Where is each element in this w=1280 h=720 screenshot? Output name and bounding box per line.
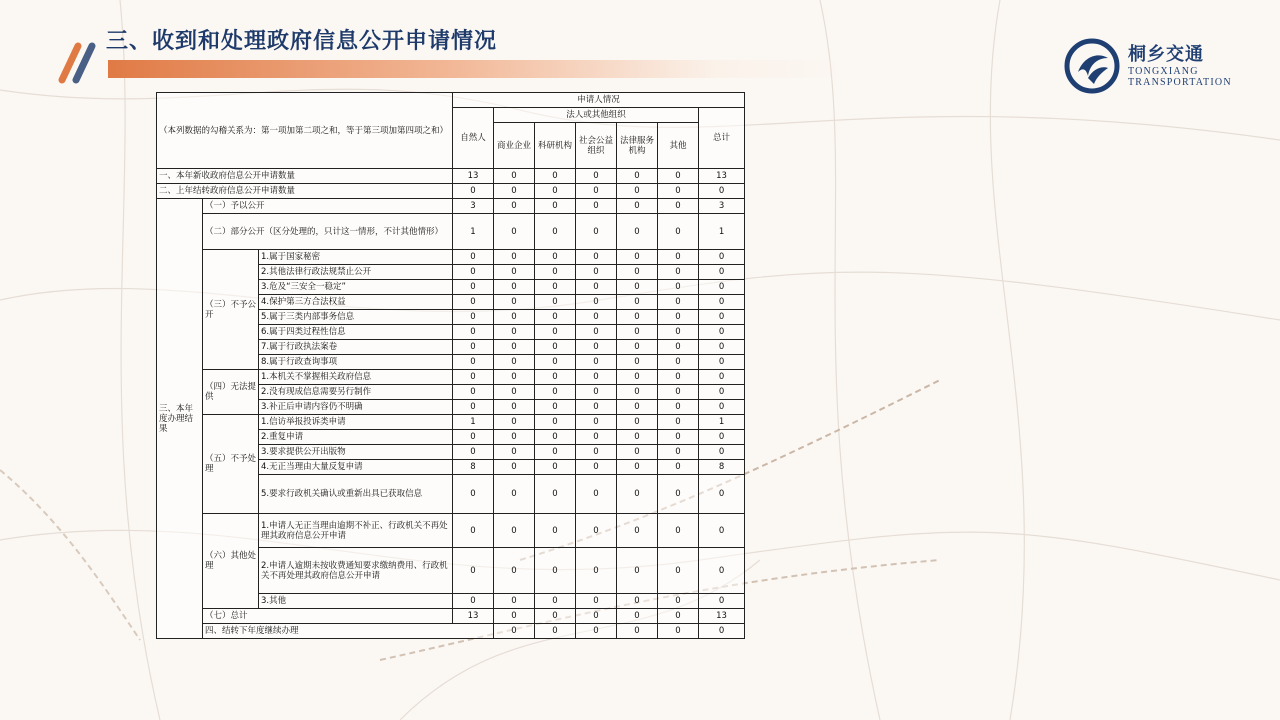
table-cell: 0 (617, 475, 658, 514)
table-row (157, 250, 745, 265)
table-cell: 0 (535, 415, 576, 430)
table-cell: 0 (699, 325, 745, 340)
table-cell: 0 (699, 400, 745, 415)
col-total: 总计 (699, 108, 745, 169)
table-cell: 0 (453, 370, 494, 385)
table-cell: 0 (576, 214, 617, 250)
table-cell: 0 (658, 445, 699, 460)
table-cell: 0 (617, 355, 658, 370)
table-cell: 0 (453, 385, 494, 400)
table-cell: 0 (535, 594, 576, 609)
application-statistics-table (156, 92, 745, 639)
row-label: 3.要求提供公开出版物 (259, 445, 453, 460)
table-cell: 8 (699, 460, 745, 475)
group-label: （六）其他处理 (203, 514, 259, 609)
table-cell: 0 (494, 475, 535, 514)
row-label: 7.属于行政执法案卷 (259, 340, 453, 355)
table-cell: 1 (453, 415, 494, 430)
table-cell: 0 (576, 400, 617, 415)
table-cell: 0 (658, 548, 699, 594)
logo-english-line-2: TRANSPORTATION (1128, 77, 1232, 88)
table-cell: 0 (494, 355, 535, 370)
table-cell: 0 (658, 400, 699, 415)
table-cell: 0 (576, 340, 617, 355)
table-cell: 0 (699, 370, 745, 385)
table-cell: 0 (617, 445, 658, 460)
table-cell: 0 (658, 385, 699, 400)
table-cell: 0 (494, 340, 535, 355)
table-cell: 0 (617, 280, 658, 295)
table-cell: 0 (658, 184, 699, 199)
results-section-label: 三、本年度办理结果 (157, 199, 203, 639)
table-cell: 0 (453, 514, 494, 548)
table-cell: 0 (535, 355, 576, 370)
table-cell: 0 (576, 415, 617, 430)
table-row (157, 184, 745, 199)
table-cell: 0 (699, 295, 745, 310)
table-cell: 0 (535, 214, 576, 250)
table-cell: 0 (699, 430, 745, 445)
row-label: 1.申请人无正当理由逾期不补正、行政机关不再处理其政府信息公开申请 (259, 514, 453, 548)
table-cell: 0 (453, 355, 494, 370)
table-cell: 0 (453, 295, 494, 310)
table-cell: 3 (699, 199, 745, 214)
logo-mark-icon (1064, 38, 1120, 94)
table-cell: 0 (617, 214, 658, 250)
table-cell: 1 (699, 415, 745, 430)
row-label: 3.补正后申请内容仍不明确 (259, 400, 453, 415)
table-cell: 0 (453, 310, 494, 325)
table-cell: 0 (658, 370, 699, 385)
table-cell: 8 (453, 460, 494, 475)
title-decoration-icon (56, 40, 100, 84)
legal-entity-header: 法人或其他组织 (494, 108, 699, 123)
table-cell: 0 (617, 340, 658, 355)
table-cell: 0 (658, 265, 699, 280)
table-cell: 0 (576, 325, 617, 340)
logo-english-name (1128, 66, 1232, 88)
table-cell: 0 (658, 325, 699, 340)
table-cell: 0 (658, 214, 699, 250)
group-label: （五）不予处理 (203, 415, 259, 514)
table-cell: 0 (658, 250, 699, 265)
table-row (157, 624, 745, 639)
table-cell: 0 (576, 265, 617, 280)
table-cell: 0 (576, 295, 617, 310)
table-cell: 0 (576, 475, 617, 514)
table-cell: 0 (453, 340, 494, 355)
table-cell: 0 (617, 514, 658, 548)
table-cell: 0 (658, 594, 699, 609)
col-social-welfare: 社会公益组织 (576, 123, 617, 169)
table-cell: 13 (453, 609, 494, 624)
row-label: 3.其他 (259, 594, 453, 609)
table-cell: 0 (535, 548, 576, 594)
table-cell: 0 (617, 624, 658, 639)
table-cell: 0 (617, 609, 658, 624)
table-cell: 0 (576, 445, 617, 460)
table-cell: 0 (658, 295, 699, 310)
table-cell: 0 (617, 594, 658, 609)
table-cell: 0 (658, 415, 699, 430)
table-cell: 0 (494, 199, 535, 214)
table-cell: 0 (494, 609, 535, 624)
logo-chinese-name: 桐乡交通 (1128, 44, 1204, 65)
row-label: 4.保护第三方合法权益 (259, 295, 453, 310)
table-cell: 0 (453, 430, 494, 445)
table-cell: 0 (494, 265, 535, 280)
table-cell: 0 (658, 355, 699, 370)
table-cell: 0 (535, 280, 576, 295)
table-row (157, 415, 745, 430)
table-cell: 0 (617, 460, 658, 475)
col-research: 科研机构 (535, 123, 576, 169)
table-cell: 0 (535, 250, 576, 265)
table-cell: 0 (576, 548, 617, 594)
table-cell: 0 (576, 250, 617, 265)
table-cell: 0 (617, 548, 658, 594)
table-cell: 0 (535, 184, 576, 199)
table-cell: 13 (699, 609, 745, 624)
table-cell: 0 (617, 295, 658, 310)
table-cell: 0 (494, 385, 535, 400)
table-cell: 0 (699, 385, 745, 400)
table-cell: 0 (699, 184, 745, 199)
table-cell: 0 (658, 430, 699, 445)
table-cell: 0 (494, 370, 535, 385)
table-cell: 0 (535, 169, 576, 184)
table-cell: 0 (453, 445, 494, 460)
table-cell: 0 (699, 475, 745, 514)
table-cell: 0 (535, 370, 576, 385)
table-cell: 0 (699, 310, 745, 325)
table-cell: 0 (576, 624, 617, 639)
row-label: （二）部分公开（区分处理的，只计这一情形，不计其他情形） (203, 214, 453, 250)
col-other: 其他 (658, 123, 699, 169)
table-cell: 0 (576, 370, 617, 385)
row-label: （一）予以公开 (203, 199, 453, 214)
table-cell: 0 (453, 265, 494, 280)
table-cell: 0 (535, 430, 576, 445)
table-cell: 0 (453, 400, 494, 415)
table-cell: 0 (699, 548, 745, 594)
table-cell: 0 (576, 184, 617, 199)
table-cell: 0 (494, 548, 535, 594)
table-cell: 0 (535, 295, 576, 310)
table-cell: 0 (617, 184, 658, 199)
table-cell: 0 (658, 475, 699, 514)
table-cell: 0 (617, 199, 658, 214)
table-cell: 0 (658, 310, 699, 325)
table-cell: 0 (658, 624, 699, 639)
table-cell: 0 (494, 325, 535, 340)
table-cell: 13 (453, 169, 494, 184)
row-label: 1.属于国家秘密 (259, 250, 453, 265)
table-cell: 0 (453, 250, 494, 265)
table-cell: 0 (699, 250, 745, 265)
table-cell: 0 (535, 385, 576, 400)
table-cell: 0 (535, 199, 576, 214)
table-cell: 0 (535, 265, 576, 280)
table-cell: 0 (494, 415, 535, 430)
table-cell: 0 (699, 514, 745, 548)
table-cell: 0 (453, 184, 494, 199)
row-label: 一、本年新收政府信息公开申请数量 (157, 169, 453, 184)
table-cell: 0 (576, 280, 617, 295)
table-cell: 0 (658, 514, 699, 548)
table-cell: 0 (494, 445, 535, 460)
table-cell: 0 (658, 169, 699, 184)
col-legal-service: 法律服务机构 (617, 123, 658, 169)
row-label: 1.信访举报投诉类申请 (259, 415, 453, 430)
table-row (157, 169, 745, 184)
row-label: 3.危及“三安全一稳定” (259, 280, 453, 295)
table-cell: 0 (494, 280, 535, 295)
row-label: 二、上年结转政府信息公开申请数量 (157, 184, 453, 199)
table-cell: 0 (699, 355, 745, 370)
title-underline-bar (108, 60, 868, 78)
table-cell: 0 (494, 594, 535, 609)
table-cell: 0 (535, 624, 576, 639)
table-row (157, 370, 745, 385)
table-cell: 0 (535, 310, 576, 325)
table-cell: 0 (617, 169, 658, 184)
table-cell: 0 (617, 370, 658, 385)
row-label: 8.属于行政查询事项 (259, 355, 453, 370)
table-cell: 0 (576, 385, 617, 400)
table-cell: 0 (494, 514, 535, 548)
table-cell: 0 (494, 250, 535, 265)
table-cell: 0 (699, 280, 745, 295)
table-cell: 0 (494, 310, 535, 325)
table-cell: 0 (699, 624, 745, 639)
table-cell: 0 (535, 445, 576, 460)
table-cell: 0 (658, 340, 699, 355)
table-cell: 0 (494, 184, 535, 199)
table-cell: 0 (658, 460, 699, 475)
table-cell: 0 (576, 355, 617, 370)
table-cell: 0 (617, 325, 658, 340)
row-label: 5.属于三类内部事务信息 (259, 310, 453, 325)
table-cell: 13 (699, 169, 745, 184)
row-label: 2.重复申请 (259, 430, 453, 445)
table-row (157, 199, 745, 214)
table-cell: 0 (658, 609, 699, 624)
group-label: （三）不予公开 (203, 250, 259, 370)
table-cell: 0 (699, 594, 745, 609)
table-cell: 0 (699, 340, 745, 355)
table-cell: 1 (699, 214, 745, 250)
table-cell: 1 (453, 214, 494, 250)
table-cell: 0 (576, 169, 617, 184)
table-cell: 0 (494, 430, 535, 445)
table-cell: 0 (535, 400, 576, 415)
table-cell: 0 (535, 514, 576, 548)
logo-english-line-1: TONGXIANG (1128, 66, 1199, 77)
table-cell: 0 (576, 460, 617, 475)
page-title: 三、收到和处理政府信息公开申请情况 (106, 29, 498, 54)
row-label: 2.申请人逾期未按收费通知要求缴纳费用、行政机关不再处理其政府信息公开申请 (259, 548, 453, 594)
row-label: 四、结转下年度继续办理 (203, 624, 494, 639)
row-label: （七）总计 (203, 609, 453, 624)
table-cell: 0 (576, 594, 617, 609)
table-note: （本列数据的勾稽关系为：第一项加第二项之和，等于第三项加第四项之和） (157, 93, 453, 169)
table-cell: 0 (658, 199, 699, 214)
group-label: （四）无法提供 (203, 370, 259, 415)
table-cell: 0 (658, 280, 699, 295)
table-row (157, 609, 745, 624)
table-cell: 0 (453, 325, 494, 340)
table-cell: 0 (535, 609, 576, 624)
table-cell: 0 (699, 265, 745, 280)
table-cell: 0 (576, 609, 617, 624)
applicant-header: 申请人情况 (453, 93, 745, 108)
table-cell: 0 (576, 310, 617, 325)
row-label: 5.要求行政机关确认或重新出具已获取信息 (259, 475, 453, 514)
table-cell: 0 (494, 214, 535, 250)
row-label: 6.属于四类过程性信息 (259, 325, 453, 340)
row-label: 1.本机关不掌握相关政府信息 (259, 370, 453, 385)
table-cell: 0 (494, 460, 535, 475)
table-row (157, 514, 745, 548)
table-cell: 0 (617, 310, 658, 325)
table-cell: 0 (535, 475, 576, 514)
col-natural-person: 自然人 (453, 108, 494, 169)
table-cell: 0 (453, 548, 494, 594)
table-cell: 0 (617, 400, 658, 415)
table-cell: 0 (617, 265, 658, 280)
table-cell: 0 (576, 514, 617, 548)
table-row (157, 214, 745, 250)
table-cell: 0 (453, 475, 494, 514)
row-label: 2.没有现成信息需要另行制作 (259, 385, 453, 400)
table-cell: 0 (535, 460, 576, 475)
table-cell: 0 (494, 624, 535, 639)
table-cell: 0 (494, 295, 535, 310)
row-label: 4.无正当理由大量反复申请 (259, 460, 453, 475)
table-cell: 0 (617, 250, 658, 265)
table-cell: 0 (535, 340, 576, 355)
table-cell: 0 (617, 415, 658, 430)
table-cell: 0 (617, 430, 658, 445)
table-cell: 0 (576, 430, 617, 445)
table-cell: 0 (617, 385, 658, 400)
table-cell: 0 (494, 400, 535, 415)
row-label: 2.其他法律行政法规禁止公开 (259, 265, 453, 280)
table-cell: 0 (576, 199, 617, 214)
col-business: 商业企业 (494, 123, 535, 169)
table-cell: 0 (494, 169, 535, 184)
logo (1062, 36, 1252, 96)
table-cell: 0 (453, 280, 494, 295)
table-cell: 0 (699, 445, 745, 460)
table-cell: 0 (453, 594, 494, 609)
table-cell: 0 (535, 325, 576, 340)
table-cell: 3 (453, 199, 494, 214)
